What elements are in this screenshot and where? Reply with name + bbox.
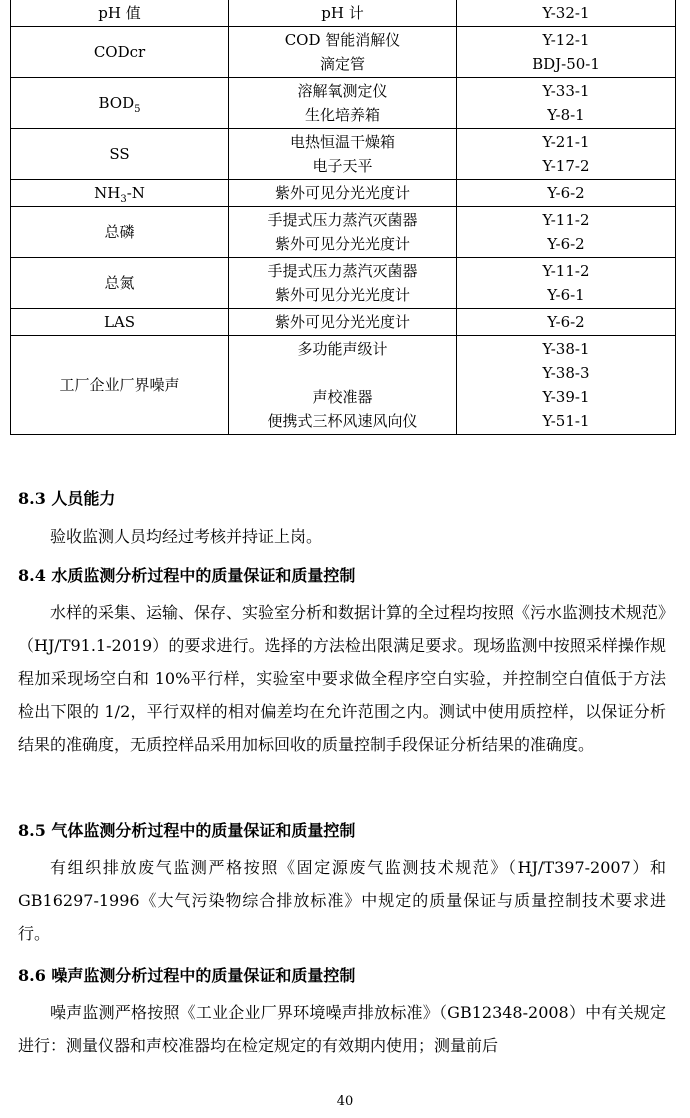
instrument-name: 紫外可见分光光度计 — [274, 313, 410, 331]
table-cell-instrument — [229, 180, 457, 207]
table-cell-code — [457, 336, 676, 435]
table-row — [11, 0, 676, 27]
table-cell-code — [457, 78, 676, 129]
instrument-code: Y-33-1 — [542, 82, 590, 100]
item-name: LAS — [103, 313, 136, 331]
item-name: 工厂企业厂界噪声 — [59, 376, 180, 394]
section-heading-8-6: 8.6 噪声监测分析过程中的质量保证和质量控制 — [18, 966, 356, 985]
instrument-code: Y-17-2 — [542, 157, 590, 175]
instrument-code: Y-6-2 — [547, 313, 585, 331]
table-cell-instrument — [229, 336, 457, 435]
section-heading-8-5: 8.5 气体监测分析过程中的质量保证和质量控制 — [18, 821, 356, 840]
table-cell-item — [11, 0, 229, 27]
table-cell-code — [457, 309, 676, 336]
table-cell-item — [11, 207, 229, 258]
instrument-code: Y-6-2 — [547, 235, 585, 253]
instrument-name: pH 计 — [321, 4, 364, 22]
instrument-code: Y-38-3 — [542, 364, 590, 382]
item-name: CODcr — [93, 43, 146, 61]
section-heading-8-4: 8.4 水质监测分析过程中的质量保证和质量控制 — [18, 566, 356, 585]
instrument-name — [233, 361, 452, 385]
table-row — [11, 129, 676, 180]
instrument-code: Y-39-1 — [542, 388, 590, 406]
instrument-table — [10, 0, 676, 435]
instrument-table-wrapper — [10, 0, 675, 435]
instrument-name: 滴定管 — [319, 55, 365, 73]
table-cell-instrument — [229, 27, 457, 78]
table-cell-item — [11, 180, 229, 207]
instrument-name: 电子天平 — [312, 157, 373, 175]
instrument-code: Y-21-1 — [542, 133, 590, 151]
instrument-name: 声校准器 — [312, 388, 373, 406]
table-cell-instrument — [229, 129, 457, 180]
instrument-name: 手提式压力蒸汽灭菌器 — [267, 211, 418, 229]
instrument-code: Y-11-2 — [542, 211, 590, 229]
table-row — [11, 78, 676, 129]
instrument-name: 溶解氧测定仪 — [297, 82, 388, 100]
table-row — [11, 336, 676, 435]
table-row — [11, 258, 676, 309]
instrument-table-body — [11, 0, 676, 435]
table-cell-code — [457, 258, 676, 309]
instrument-code: Y-6-2 — [547, 184, 585, 202]
instrument-code: BDJ-50-1 — [532, 55, 600, 73]
item-suffix: -N — [126, 184, 145, 202]
instrument-name: 紫外可见分光光度计 — [274, 286, 410, 304]
item-name: pH 值 — [98, 4, 141, 22]
instrument-name: 紫外可见分光光度计 — [274, 235, 410, 253]
instrument-name: 电热恒温干燥箱 — [289, 133, 395, 151]
instrument-code: Y-32-1 — [542, 4, 590, 22]
instrument-code: Y-51-1 — [542, 412, 590, 430]
table-row — [11, 180, 676, 207]
page-number: 40 — [336, 1094, 354, 1109]
instrument-name: 手提式压力蒸汽灭菌器 — [267, 262, 418, 280]
table-cell-code — [457, 207, 676, 258]
item-name: 总磷 — [104, 223, 135, 241]
table-cell-code — [457, 180, 676, 207]
instrument-code: Y-11-2 — [542, 262, 590, 280]
table-cell-code — [457, 129, 676, 180]
instrument-code: Y-12-1 — [542, 31, 590, 49]
item-subscript: 5 — [134, 104, 141, 115]
table-cell-instrument — [229, 78, 457, 129]
table-cell-item — [11, 129, 229, 180]
item-subscript: 3 — [120, 194, 127, 205]
instrument-name: 生化培养箱 — [304, 106, 380, 124]
item-name: NH — [94, 184, 121, 202]
table-cell-code — [457, 0, 676, 27]
table-cell-code — [457, 27, 676, 78]
instrument-name: 便携式三杯风速风向仪 — [267, 412, 418, 430]
table-cell-item — [11, 336, 229, 435]
table-cell-instrument — [229, 0, 457, 27]
table-cell-item — [11, 27, 229, 78]
table-cell-instrument — [229, 309, 457, 336]
section-paragraph-8-5: 有组织排放废气监测严格按照《固定源废气监测技术规范》（HJ/T397-2007）和 GB16297-1996《大气污染物综合排放标准》中规定的质量保证与质量控制技术要求进行。 — [18, 858, 666, 943]
table-row — [11, 27, 676, 78]
instrument-name: 紫外可见分光光度计 — [274, 184, 410, 202]
table-row — [11, 309, 676, 336]
section-paragraph-8-4: 水样的采集、运输、保存、实验室分析和数据计算的全过程均按照《污水监测技术规范》（HJ/T91.1-2019）的要求进行。选择的方法检出限满足要求。现场监测中按照采样操作规程加采现场空白和 10%平行样，实验室中要求做全程序空白实验，并控制空白值低于方法检出下限的 1/2，平行双样的相对偏差均在允许范围之内。测试中使用质控样，以保证分析结果的准确度，无质控样品采用加标回收的质量控制手段保证分析结果的准确度。 — [18, 603, 667, 754]
section-paragraph-8-3: 验收监测人员均经过考核并持证上岗。 — [50, 527, 323, 546]
section-heading-8-3: 8.3 人员能力 — [18, 489, 116, 508]
table-cell-instrument — [229, 258, 457, 309]
instrument-code: Y-8-1 — [547, 106, 585, 124]
item-name: 总氮 — [104, 274, 135, 292]
table-cell-item — [11, 78, 229, 129]
table-cell-instrument — [229, 207, 457, 258]
instrument-name: 多功能声级计 — [297, 340, 388, 358]
item-name: BOD — [98, 94, 135, 112]
instrument-name: COD 智能消解仪 — [284, 31, 401, 49]
table-cell-item — [11, 258, 229, 309]
instrument-code: Y-38-1 — [542, 340, 590, 358]
table-cell-item — [11, 309, 229, 336]
table-row — [11, 207, 676, 258]
item-name: SS — [109, 145, 130, 163]
instrument-code: Y-6-1 — [547, 286, 585, 304]
section-paragraph-8-6: 噪声监测严格按照《工业企业厂界环境噪声排放标准》（GB12348-2008）中有关规定进行：测量仪器和声校准器均在检定规定的有效期内使用；测量前后 — [18, 1003, 666, 1055]
